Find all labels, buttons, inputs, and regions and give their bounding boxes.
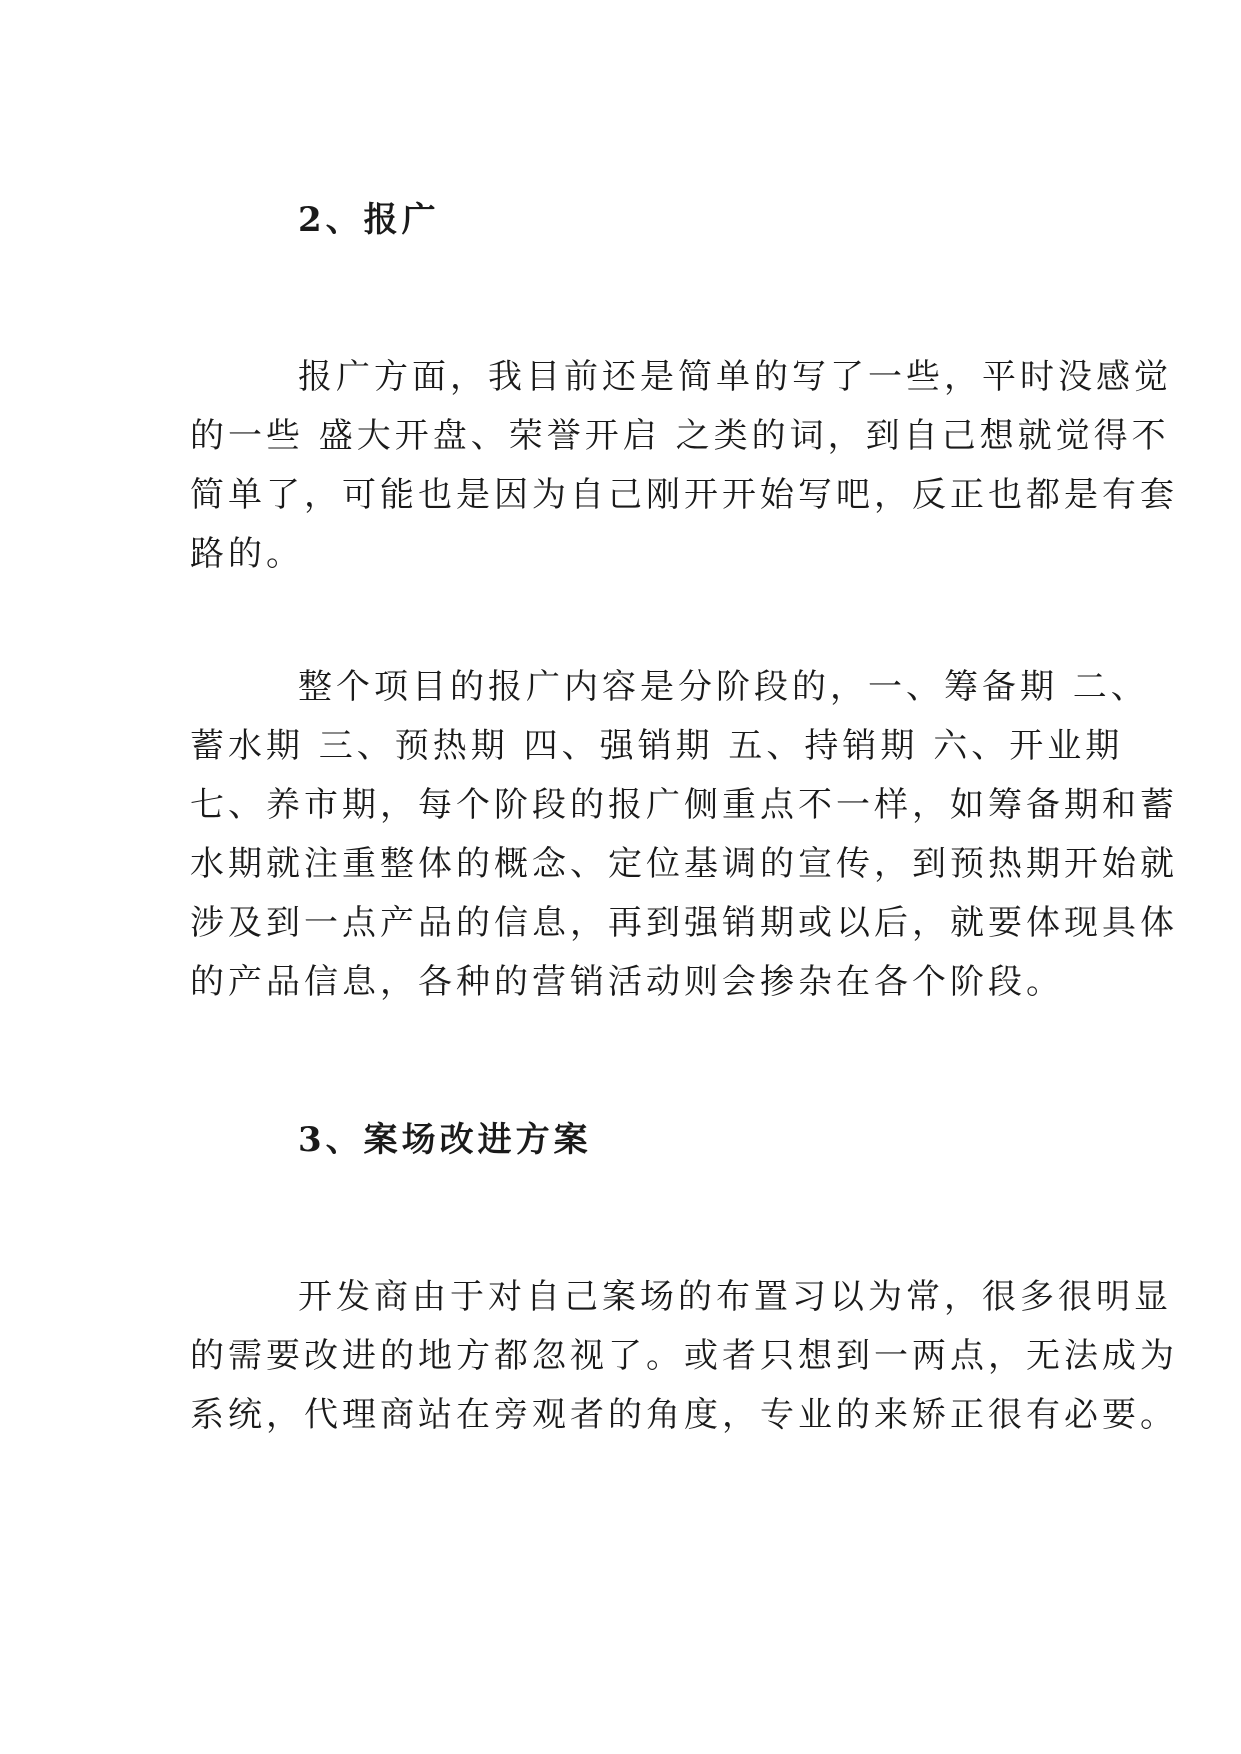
paragraph-line: 的一些 盛大开盘、荣誉开启 之类的词，到自己想就觉得不 xyxy=(190,416,1170,456)
paragraph-line: 水期就注重整体的概念、定位基调的宣传，到预热期开始就 xyxy=(190,844,1178,884)
paragraph-line: 七、养市期，每个阶段的报广侧重点不一样，如筹备期和蓄 xyxy=(190,785,1178,825)
paragraph-line: 报广方面，我目前还是简单的写了一些，平时没感觉 xyxy=(298,357,1172,397)
paragraph-line: 简单了，可能也是因为自己刚开开始写吧，反正也都是有套 xyxy=(190,475,1178,515)
paragraph-newspaper-ads xyxy=(190,348,1178,584)
paragraph-line: 蓄水期 三、预热期 四、强销期 五、持销期 六、开业期 xyxy=(190,726,1124,766)
section-heading-3: 3、案场改进方案 xyxy=(298,1120,592,1160)
paragraph-line: 开发商由于对自己案场的布置习以为常，很多很明显 xyxy=(298,1277,1172,1317)
paragraph-line: 整个项目的报广内容是分阶段的，一、筹备期 二、 xyxy=(298,667,1149,707)
paragraph-line: 的需要改进的地方都忽视了。或者只想到一两点，无法成为 xyxy=(190,1336,1178,1376)
paragraph-site-improvement xyxy=(190,1268,1178,1445)
section-heading-2: 2、报广 xyxy=(298,200,440,240)
paragraph-line: 涉及到一点产品的信息，再到强销期或以后，就要体现具体 xyxy=(190,903,1178,943)
paragraph-line: 路的。 xyxy=(190,534,304,574)
paragraph-ad-phases xyxy=(190,658,1178,1012)
paragraph-line: 的产品信息，各种的营销活动则会掺杂在各个阶段。 xyxy=(190,962,1064,1002)
paragraph-line: 系统，代理商站在旁观者的角度，专业的来矫正很有必要。 xyxy=(190,1395,1178,1435)
